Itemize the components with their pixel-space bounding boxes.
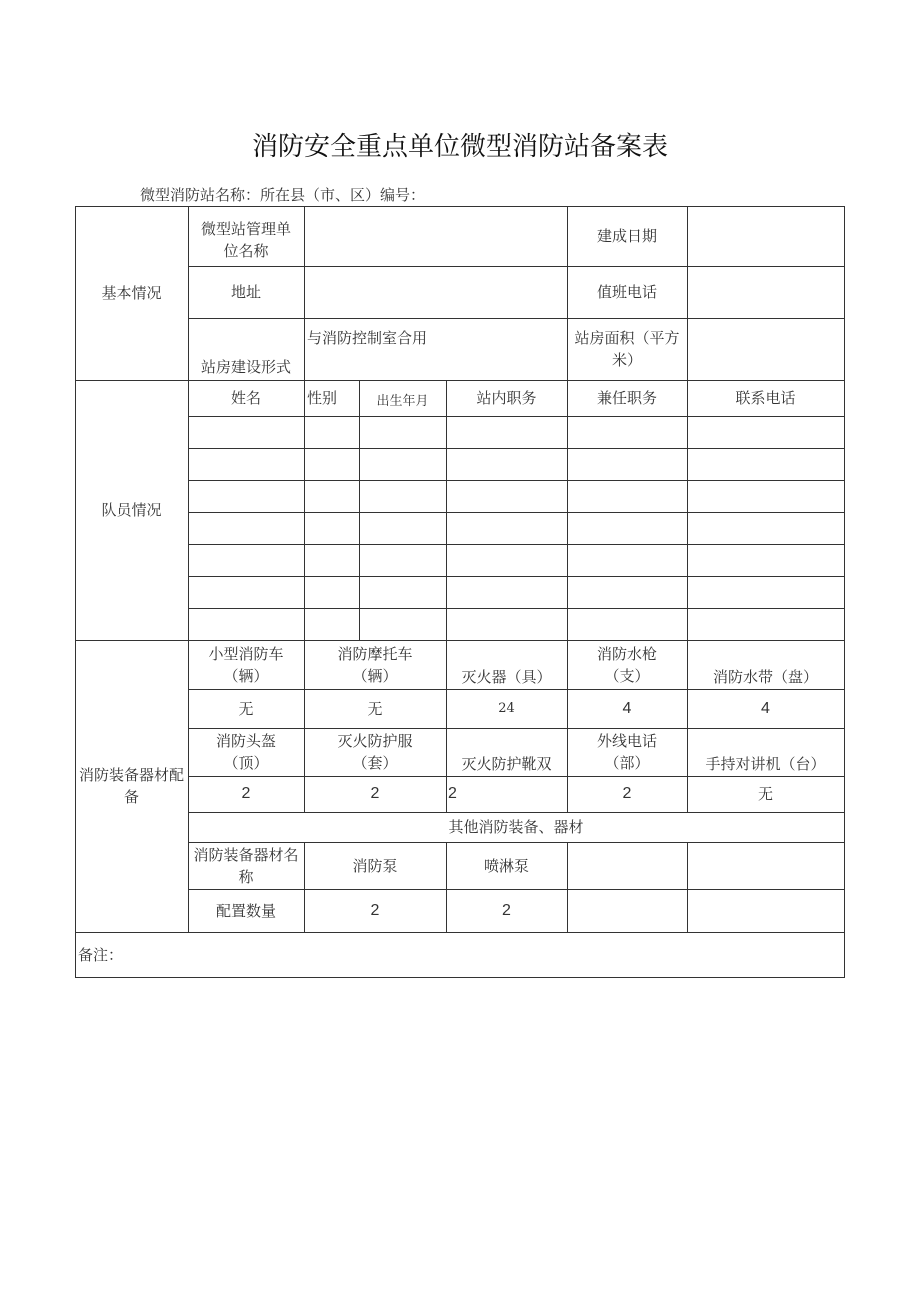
other-equipment-name-2[interactable]: 喷淋泵 <box>483 856 529 875</box>
equip-value-water-gun[interactable]: 4 <box>622 699 632 717</box>
staff-header-phone: 联系电话 <box>735 389 796 407</box>
remarks-label[interactable]: 备注： <box>78 945 124 964</box>
station-area-value[interactable] <box>687 318 844 380</box>
station-area-label: 站房面积（平方米） <box>574 329 680 369</box>
staff-row-4-name[interactable] <box>188 512 304 544</box>
registration-table <box>75 206 845 978</box>
other-equipment-name-1[interactable]: 消防泵 <box>352 856 398 875</box>
staff-header-concurrent: 兼任职务 <box>596 389 657 407</box>
equip-value-protective-suit[interactable]: 2 <box>370 785 380 802</box>
other-equipment-qty-2[interactable]: 2 <box>502 901 511 919</box>
section-staff-label: 队员情况 <box>101 501 162 519</box>
other-equipment-name-3[interactable] <box>567 842 687 889</box>
equip-label-outside-phone: 外线电话（部） <box>596 732 657 772</box>
equip-label-protective-boots: 灭火防护靴双 <box>461 755 552 773</box>
address-label: 地址 <box>230 283 261 301</box>
section-basic-label: 基本情况 <box>101 284 162 302</box>
other-equipment-qty-3[interactable] <box>567 889 687 932</box>
equip-value-protective-boots[interactable]: 2 <box>448 785 457 802</box>
equip-value-walkie-talkie[interactable]: 无 <box>757 785 773 803</box>
mgmt-unit-label: 微型站管理单位名称 <box>200 220 291 260</box>
staff-row-1-name[interactable] <box>188 416 304 448</box>
staff-header-birth: 出生年月 <box>376 394 429 409</box>
staff-row-2-name[interactable] <box>188 448 304 480</box>
equip-label-fire-hose: 消防水带（盘） <box>712 668 818 686</box>
other-equipment-qty-label: 配置数量 <box>215 901 276 920</box>
staff-row-6-name[interactable] <box>188 576 304 608</box>
equip-value-fire-hose[interactable]: 4 <box>761 699 770 717</box>
staff-header-gender: 性别 <box>307 389 338 407</box>
mgmt-unit-value[interactable] <box>304 206 567 266</box>
equip-value-extinguisher[interactable]: 24 <box>498 700 515 716</box>
building-form-value[interactable]: 与消防控制室合用 <box>307 329 428 347</box>
duty-phone-value[interactable] <box>687 266 844 318</box>
equip-value-fire-motorcycle[interactable]: 无 <box>367 699 383 718</box>
equip-label-helmet: 消防头盔（顶） <box>215 732 276 772</box>
equip-label-fire-motorcycle: 消防摩托车（辆） <box>337 644 413 685</box>
duty-phone-label: 值班电话 <box>596 283 657 301</box>
section-equipment-label: 消防装备器材配备 <box>78 766 184 806</box>
equip-label-protective-suit: 灭火防护服（套） <box>337 732 413 772</box>
equip-value-small-fire-truck[interactable]: 无 <box>238 699 254 718</box>
staff-header-name: 姓名 <box>230 389 261 407</box>
other-equipment-name-label: 消防装备器材名称 <box>193 845 299 886</box>
staff-row-7-name[interactable] <box>188 608 304 640</box>
other-equipment-title: 其他消防装备、器材 <box>448 818 584 836</box>
other-equipment-qty-4[interactable] <box>687 889 844 932</box>
equip-value-helmet[interactable]: 2 <box>241 785 251 802</box>
built-date-label: 建成日期 <box>596 227 657 245</box>
equip-label-small-fire-truck: 小型消防车（辆） <box>208 644 284 685</box>
equip-value-outside-phone[interactable]: 2 <box>622 785 632 802</box>
other-equipment-qty-1[interactable]: 2 <box>370 901 380 919</box>
staff-header-post: 站内职务 <box>476 389 537 407</box>
built-date-value[interactable] <box>687 206 844 266</box>
staff-row-5-name[interactable] <box>188 544 304 576</box>
page-title: 消防安全重点单位微型消防站备案表 <box>251 132 668 162</box>
equip-label-extinguisher: 灭火器（具） <box>461 668 552 686</box>
other-equipment-name-4[interactable] <box>687 842 844 889</box>
address-value[interactable] <box>304 266 567 318</box>
equip-label-water-gun: 消防水枪（支） <box>596 644 657 685</box>
staff-row-3-name[interactable] <box>188 480 304 512</box>
building-form-label: 站房建设形式 <box>200 358 291 376</box>
form-subtitle: 微型消防站名称：所在县（市、区）编号： <box>140 186 426 204</box>
equip-label-walkie-talkie: 手持对讲机（台） <box>705 755 826 773</box>
